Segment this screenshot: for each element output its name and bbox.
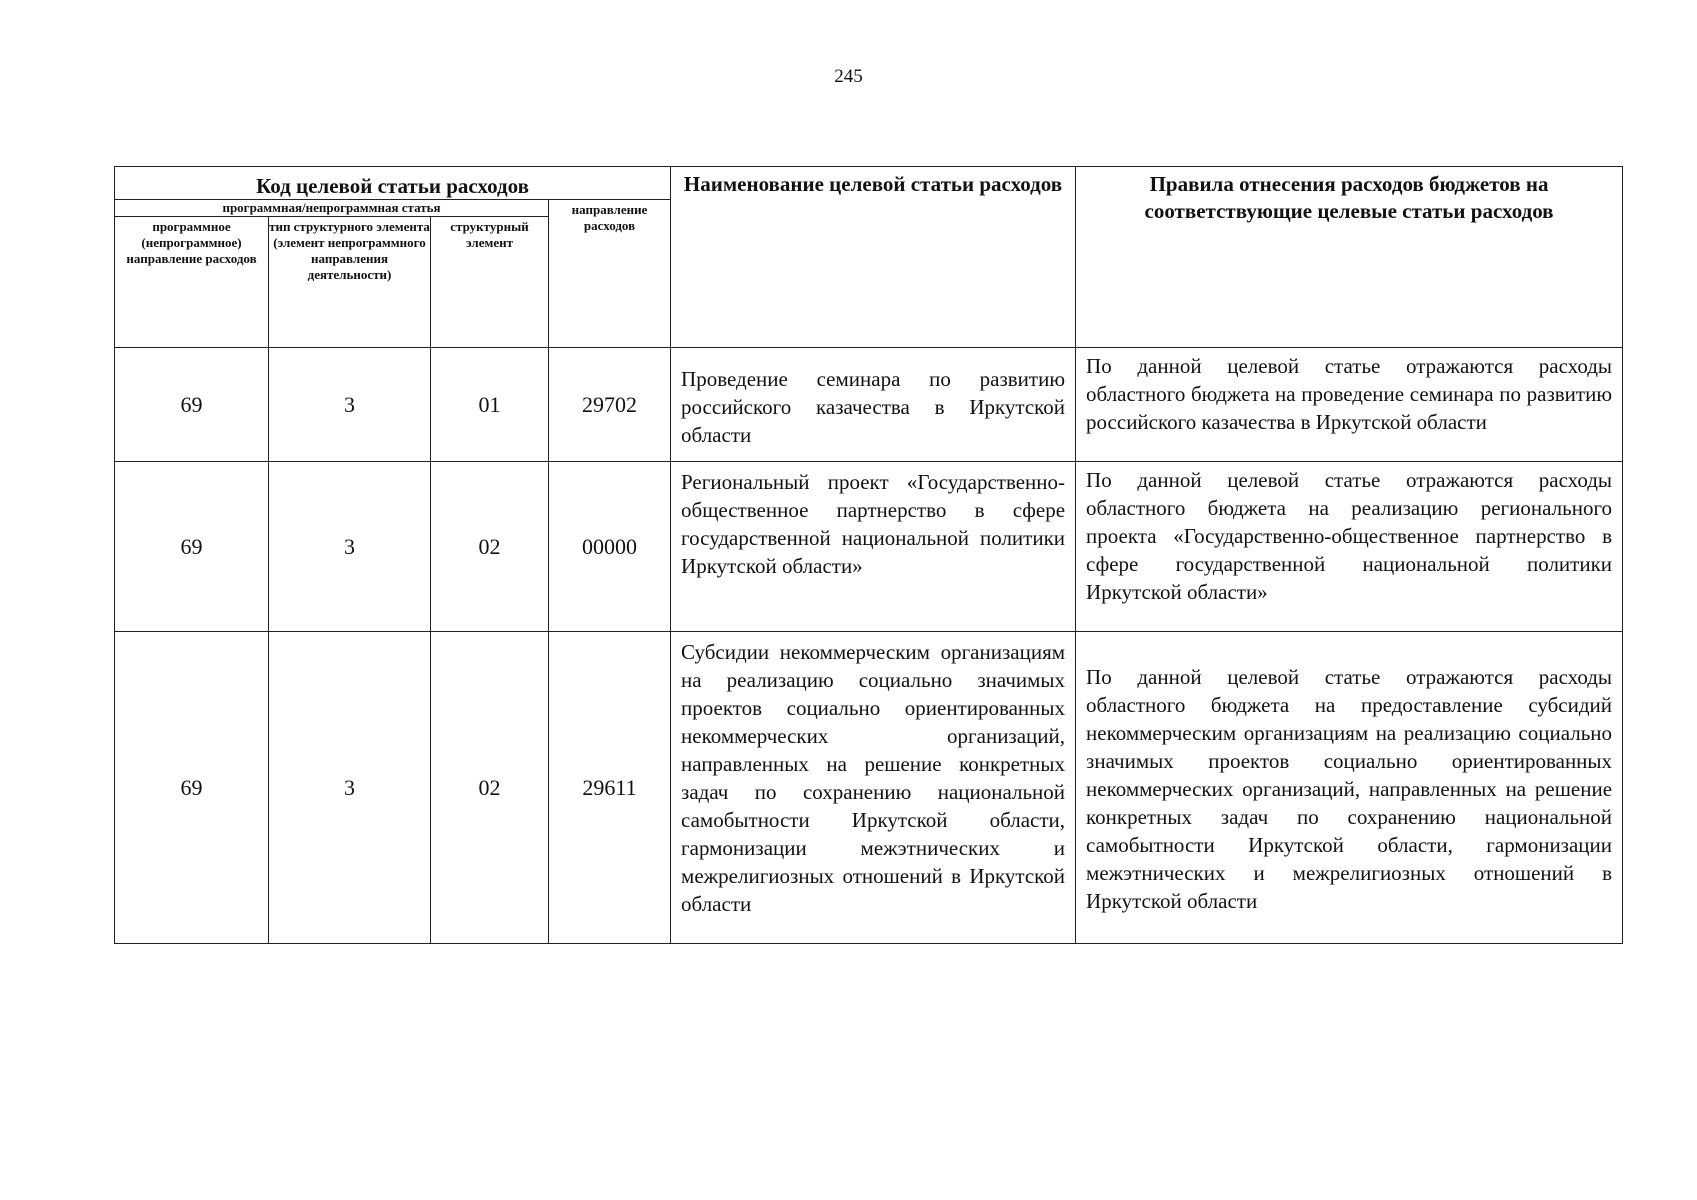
direction-code: 29702 xyxy=(549,348,671,462)
page-number: 245 xyxy=(834,66,863,87)
target-articles-table xyxy=(114,166,1623,944)
program-code: 69 xyxy=(115,462,269,632)
structural-type-header: тип структурного элемента (элемент непрограммного направления деятельности) xyxy=(269,217,431,348)
article-name: Субсидии некоммерческим организациям на реализацию социально значимых проектов социально ориентированных некоммерческих организаций, направленных на решение конкретных задач по сохранению национальной самобытности Иркутской области, гармонизации межэтнических и межрелигиозных отношений в Иркутской области xyxy=(671,632,1076,944)
rules-header: Правила отнесения расходов бюджетов на соответствующие целевые статьи расходов xyxy=(1076,167,1623,348)
article-name: Проведение семинара по развитию российского казачества в Иркутской области xyxy=(671,348,1076,462)
direction-code: 00000 xyxy=(549,462,671,632)
type-code: 3 xyxy=(269,462,431,632)
name-header: Наименование целевой статьи расходов xyxy=(671,167,1076,348)
structural-element-header: структурный элемент xyxy=(431,217,549,348)
article-rule: По данной целевой статье отражаются расходы областного бюджета на проведение семинара по развитию российского казачества в Иркутской области xyxy=(1076,348,1623,462)
type-code: 3 xyxy=(269,348,431,462)
program-code: 69 xyxy=(115,632,269,944)
program-article-header: программная/непрограммная статья xyxy=(115,200,549,217)
element-code: 02 xyxy=(431,462,549,632)
article-name: Региональный проект «Государственно-общественное партнерство в сфере государственной национальной политики Иркутской области» xyxy=(671,462,1076,632)
table-row xyxy=(115,348,1623,462)
element-code: 01 xyxy=(431,348,549,462)
program-code: 69 xyxy=(115,348,269,462)
direction-code: 29611 xyxy=(549,632,671,944)
header-row-1 xyxy=(115,167,1623,200)
article-rule: По данной целевой статье отражаются расходы областного бюджета на предоставление субсидий некоммерческим организациям на реализацию социально значимых проектов социально ориентированных некоммерческих организаций, направленных на решение конкретных задач по сохранению национальной самобытности Иркутской области, гармонизации межэтнических и межрелигиозных отношений в Иркутской области xyxy=(1076,632,1623,944)
element-code: 02 xyxy=(431,632,549,944)
table-row xyxy=(115,462,1623,632)
direction-header: направление расходов xyxy=(549,200,671,348)
article-rule: По данной целевой статье отражаются расходы областного бюджета на реализацию регионального проекта «Государственно-общественное партнерство в сфере государственной национальной политики Иркутской области» xyxy=(1076,462,1623,632)
program-direction-header: программное (непрограммное) направление расходов xyxy=(115,217,269,348)
type-code: 3 xyxy=(269,632,431,944)
code-header: Код целевой статьи расходов xyxy=(115,167,671,200)
table-row xyxy=(115,632,1623,944)
